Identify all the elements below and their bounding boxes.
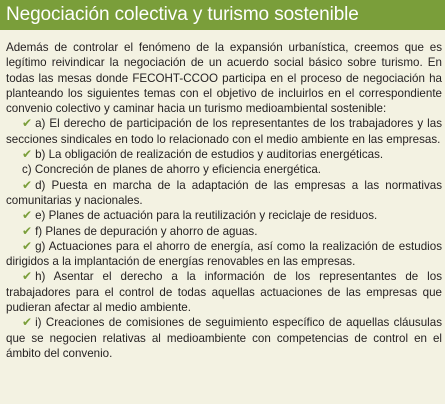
list-item xyxy=(6,224,442,239)
list-item xyxy=(6,269,442,315)
list-item xyxy=(6,162,442,177)
list-item-text: e) Planes de actuación para la reutilización y reciclaje de residuos. xyxy=(35,209,378,223)
list-item xyxy=(6,239,442,270)
list-item-text: h) Asentar el derecho a la información de los representantes de los trabajadores para el control de todas aquellas actuaciones de las empresas que pudieran afectar al medio ambiente. xyxy=(6,270,442,315)
checkmark-icon: ✔ xyxy=(22,116,33,131)
list-item-text: a) El derecho de participación de los representantes de los trabajadores y las secciones sindicales en todo lo relacionado con el medio ambiente en las empresas. xyxy=(6,117,442,146)
list-item xyxy=(6,147,442,162)
checkmark-icon: ✔ xyxy=(22,223,33,238)
checkmark-icon: ✔ xyxy=(22,269,33,284)
list-item xyxy=(6,208,442,223)
box-title: Negociación colectiva y turismo sostenible xyxy=(6,4,359,25)
list-item xyxy=(6,116,442,147)
demands-list xyxy=(6,116,442,361)
checkmark-icon: ✔ xyxy=(22,238,33,253)
list-item-text: d) Puesta en marcha de la adaptación de las empresas a las normativas comunitarias y nacionales. xyxy=(6,178,442,207)
box-header xyxy=(0,0,445,30)
list-item xyxy=(6,315,442,361)
checkmark-icon: ✔ xyxy=(22,315,33,330)
list-item xyxy=(6,178,442,209)
checkmark-icon: ✔ xyxy=(22,177,33,192)
list-item-text: b) La obligación de realización de estudios y auditorias energéticas. xyxy=(35,148,384,162)
list-item-text: i) Creaciones de comisiones de seguimiento específico de aquellas cláusulas que se negocien relativas al medioambiente con competencias de control en el ámbito del convenio. xyxy=(6,316,442,360)
list-item-text: g) Actuaciones para el ahorro de energía, así como la realización de estudios dirigidos a la implantación de energías renovables en las empresas. xyxy=(6,239,442,269)
intro-paragraph: Además de controlar el fenómeno de la expansión urbanística, creemos que es legítimo reivindicar la negociación de un acuerdo social básico sobre turismo. En todas las mesas donde FECOHT-CCOO participa en el proceso de negociación ha planteando los siguientes temas con el objetivo de incluirlos en el correspondiente convenio colectivo y caminar hacia un turismo medioambiental sostenible: xyxy=(6,41,442,116)
list-item-text: f) Planes de depuración y ahorro de aguas. xyxy=(35,224,258,238)
box-content xyxy=(6,40,442,361)
checkmark-icon: ✔ xyxy=(22,147,33,162)
list-item-text: c) Concreción de planes de ahorro y eficiencia energética. xyxy=(22,163,322,177)
checkmark-icon: ✔ xyxy=(22,208,33,223)
